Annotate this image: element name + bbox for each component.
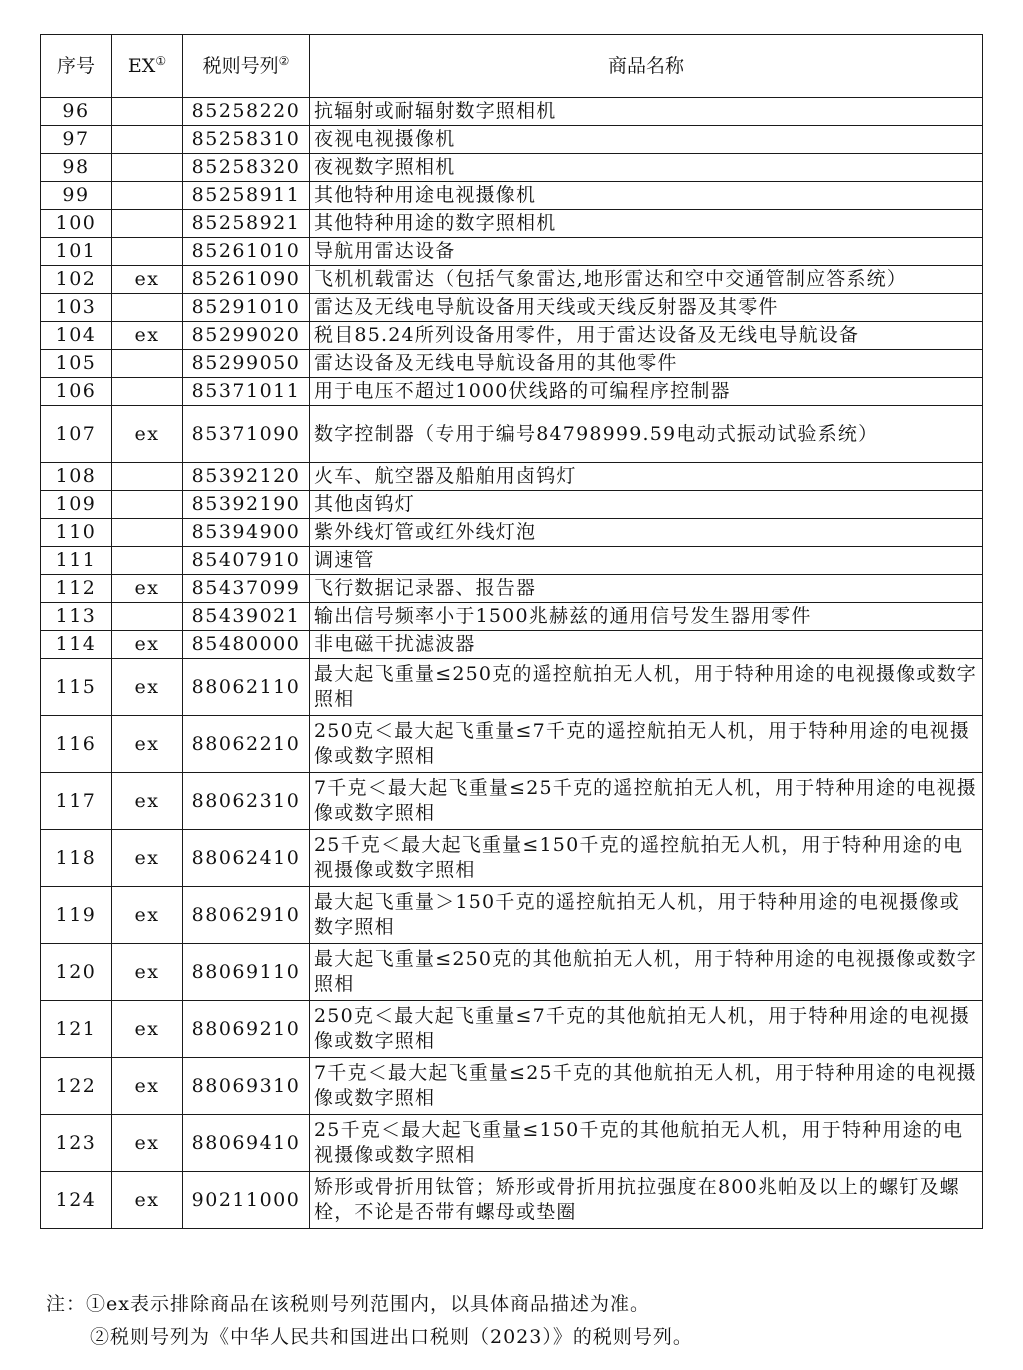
cell-seq: 107	[41, 406, 112, 463]
cell-name: 7千克＜最大起飞重量≤25千克的其他航拍无人机，用于特种用途的电视摄像或数字照相	[310, 1058, 983, 1115]
cell-seq: 108	[41, 463, 112, 491]
table-row	[41, 322, 983, 350]
table-row	[41, 887, 983, 944]
cell-code: 88062410	[183, 830, 310, 887]
table-row	[41, 491, 983, 519]
cell-name: 最大起飞重量≤250克的其他航拍无人机，用于特种用途的电视摄像或数字照相	[310, 944, 983, 1001]
cell-ex: ex	[112, 322, 183, 350]
cell-code: 85439021	[183, 603, 310, 631]
cell-ex	[112, 126, 183, 154]
cell-code: 85261090	[183, 266, 310, 294]
cell-seq: 113	[41, 603, 112, 631]
table-row	[41, 519, 983, 547]
table-row	[41, 773, 983, 830]
cell-ex	[112, 519, 183, 547]
cell-name: 250克＜最大起飞重量≤7千克的其他航拍无人机，用于特种用途的电视摄像或数字照相	[310, 1001, 983, 1058]
cell-code: 88069310	[183, 1058, 310, 1115]
table-row	[41, 575, 983, 603]
cell-ex: ex	[112, 575, 183, 603]
table-row	[41, 378, 983, 406]
cell-seq: 120	[41, 944, 112, 1001]
cell-ex: ex	[112, 773, 183, 830]
cell-code: 88062110	[183, 659, 310, 716]
cell-ex	[112, 463, 183, 491]
header-ex	[112, 35, 183, 98]
cell-seq: 106	[41, 378, 112, 406]
table-row	[41, 631, 983, 659]
cell-code: 85392190	[183, 491, 310, 519]
table-row	[41, 1058, 983, 1115]
table-body	[41, 98, 983, 1229]
table-row	[41, 294, 983, 322]
cell-code: 85291010	[183, 294, 310, 322]
cell-seq: 121	[41, 1001, 112, 1058]
cell-ex	[112, 547, 183, 575]
cell-ex	[112, 350, 183, 378]
cell-ex: ex	[112, 1058, 183, 1115]
cell-seq: 118	[41, 830, 112, 887]
cell-name: 雷达设备及无线电导航设备用的其他零件	[310, 350, 983, 378]
header-name-label: 商品名称	[607, 54, 684, 77]
header-code-footnote-mark: ②	[278, 53, 290, 68]
cell-code: 85480000	[183, 631, 310, 659]
cell-name: 最大起飞重量≤250克的遥控航拍无人机，用于特种用途的电视摄像或数字照相	[310, 659, 983, 716]
cell-name: 用于电压不超过1000伏线路的可编程序控制器	[310, 378, 983, 406]
cell-code: 85258320	[183, 154, 310, 182]
table-row	[41, 716, 983, 773]
table-row	[41, 266, 983, 294]
cell-name: 矫形或骨折用钛管；矫形或骨折用抗拉强度在800兆帕及以上的螺钉及螺栓，不论是否带有螺母或垫圈	[310, 1172, 983, 1229]
cell-name: 数字控制器（专用于编号84798999.59电动式振动试验系统）	[310, 406, 983, 463]
cell-code: 88069210	[183, 1001, 310, 1058]
table-row	[41, 406, 983, 463]
table-row	[41, 210, 983, 238]
cell-name: 非电磁干扰滤波器	[310, 631, 983, 659]
cell-seq: 105	[41, 350, 112, 378]
cell-name: 其他卤钨灯	[310, 491, 983, 519]
cell-name: 火车、航空器及船舶用卤钨灯	[310, 463, 983, 491]
cell-code: 85407910	[183, 547, 310, 575]
cell-name: 输出信号频率小于1500兆赫兹的通用信号发生器用零件	[310, 603, 983, 631]
cell-seq: 96	[41, 98, 112, 126]
cell-seq: 116	[41, 716, 112, 773]
cell-name: 调速管	[310, 547, 983, 575]
cell-code: 85299020	[183, 322, 310, 350]
cell-name: 250克＜最大起飞重量≤7千克的遥控航拍无人机，用于特种用途的电视摄像或数字照相	[310, 716, 983, 773]
cell-seq: 119	[41, 887, 112, 944]
table-row	[41, 1115, 983, 1172]
header-code	[183, 35, 310, 98]
table-row	[41, 830, 983, 887]
cell-name: 税目85.24所列设备用零件，用于雷达设备及无线电导航设备	[310, 322, 983, 350]
cell-code: 85437099	[183, 575, 310, 603]
cell-name: 夜视数字照相机	[310, 154, 983, 182]
tariff-table	[40, 34, 983, 1229]
cell-code: 85258220	[183, 98, 310, 126]
footnotes	[46, 1288, 693, 1354]
cell-seq: 123	[41, 1115, 112, 1172]
cell-ex: ex	[112, 944, 183, 1001]
cell-seq: 101	[41, 238, 112, 266]
cell-code: 85394900	[183, 519, 310, 547]
cell-code: 85371011	[183, 378, 310, 406]
cell-name: 飞行数据记录器、报告器	[310, 575, 983, 603]
table-row	[41, 350, 983, 378]
table-header-row	[41, 35, 983, 98]
cell-code: 88062910	[183, 887, 310, 944]
cell-name: 最大起飞重量＞150千克的遥控航拍无人机，用于特种用途的电视摄像或数字照相	[310, 887, 983, 944]
cell-name: 夜视电视摄像机	[310, 126, 983, 154]
table-row	[41, 238, 983, 266]
cell-seq: 103	[41, 294, 112, 322]
cell-code: 85258911	[183, 182, 310, 210]
table-row	[41, 659, 983, 716]
cell-ex	[112, 210, 183, 238]
cell-code: 88062310	[183, 773, 310, 830]
header-seq-label: 序号	[56, 54, 95, 77]
cell-code: 85261010	[183, 238, 310, 266]
cell-seq: 109	[41, 491, 112, 519]
cell-code: 88069410	[183, 1115, 310, 1172]
cell-code: 90211000	[183, 1172, 310, 1229]
cell-code: 85258921	[183, 210, 310, 238]
cell-code: 85371090	[183, 406, 310, 463]
cell-seq: 102	[41, 266, 112, 294]
cell-name: 雷达及无线电导航设备用天线或天线反射器及其零件	[310, 294, 983, 322]
cell-ex	[112, 603, 183, 631]
cell-seq: 97	[41, 126, 112, 154]
header-name	[310, 35, 983, 98]
cell-ex: ex	[112, 1001, 183, 1058]
cell-ex	[112, 294, 183, 322]
cell-seq: 115	[41, 659, 112, 716]
table-row	[41, 944, 983, 1001]
cell-seq: 124	[41, 1172, 112, 1229]
table-row	[41, 98, 983, 126]
cell-seq: 104	[41, 322, 112, 350]
cell-ex: ex	[112, 659, 183, 716]
table-row	[41, 126, 983, 154]
cell-seq: 110	[41, 519, 112, 547]
header-ex-footnote-mark: ①	[155, 53, 167, 68]
cell-seq: 114	[41, 631, 112, 659]
cell-name: 其他特种用途电视摄像机	[310, 182, 983, 210]
footnote-2: ②税则号列为《中华人民共和国进出口税则（2023）》的税则号列。	[90, 1326, 693, 1348]
cell-name: 25千克＜最大起飞重量≤150千克的其他航拍无人机，用于特种用途的电视摄像或数字照相	[310, 1115, 983, 1172]
cell-code: 88062210	[183, 716, 310, 773]
cell-ex: ex	[112, 406, 183, 463]
cell-ex	[112, 491, 183, 519]
header-seq	[41, 35, 112, 98]
cell-ex: ex	[112, 631, 183, 659]
cell-ex: ex	[112, 830, 183, 887]
table-row	[41, 154, 983, 182]
cell-seq: 99	[41, 182, 112, 210]
cell-seq: 117	[41, 773, 112, 830]
cell-ex: ex	[112, 1172, 183, 1229]
cell-code: 85392120	[183, 463, 310, 491]
cell-seq: 98	[41, 154, 112, 182]
cell-code: 85258310	[183, 126, 310, 154]
cell-ex: ex	[112, 266, 183, 294]
cell-ex: ex	[112, 887, 183, 944]
cell-name: 紫外线灯管或红外线灯泡	[310, 519, 983, 547]
cell-code: 88069110	[183, 944, 310, 1001]
cell-code: 85299050	[183, 350, 310, 378]
footnote-1: 注：①ex表示排除商品在该税则号列范围内，以具体商品描述为准。	[46, 1293, 650, 1315]
cell-ex	[112, 98, 183, 126]
cell-ex	[112, 378, 183, 406]
cell-name: 抗辐射或耐辐射数字照相机	[310, 98, 983, 126]
cell-ex	[112, 238, 183, 266]
table-row	[41, 463, 983, 491]
cell-name: 其他特种用途的数字照相机	[310, 210, 983, 238]
table-row	[41, 547, 983, 575]
cell-ex	[112, 154, 183, 182]
cell-ex: ex	[112, 716, 183, 773]
table-row	[41, 603, 983, 631]
header-code-label: 税则号列	[202, 54, 279, 77]
cell-seq: 111	[41, 547, 112, 575]
table-row	[41, 182, 983, 210]
cell-name: 7千克＜最大起飞重量≤25千克的遥控航拍无人机，用于特种用途的电视摄像或数字照相	[310, 773, 983, 830]
header-ex-label: EX	[127, 54, 156, 77]
cell-seq: 112	[41, 575, 112, 603]
cell-seq: 100	[41, 210, 112, 238]
cell-name: 导航用雷达设备	[310, 238, 983, 266]
cell-name: 25千克＜最大起飞重量≤150千克的遥控航拍无人机，用于特种用途的电视摄像或数字照相	[310, 830, 983, 887]
table-row	[41, 1001, 983, 1058]
cell-name: 飞机机载雷达（包括气象雷达,地形雷达和空中交通管制应答系统）	[310, 266, 983, 294]
cell-ex: ex	[112, 1115, 183, 1172]
cell-ex	[112, 182, 183, 210]
cell-seq: 122	[41, 1058, 112, 1115]
table-row	[41, 1172, 983, 1229]
